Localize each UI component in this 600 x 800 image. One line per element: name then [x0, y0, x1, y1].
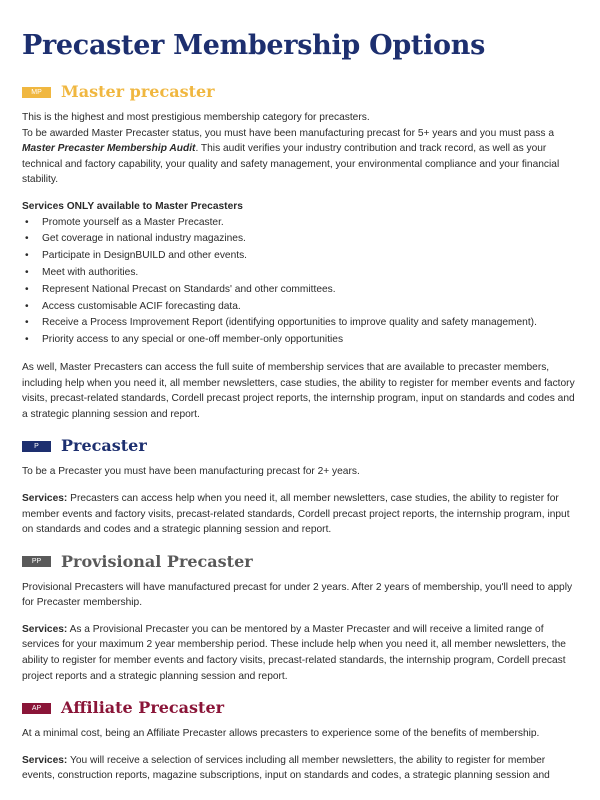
section-header [22, 698, 578, 718]
affiliate-badge: AP [22, 703, 51, 714]
precaster-title: Precaster [61, 436, 147, 456]
master-award-paragraph [22, 126, 578, 188]
affiliate-intro: At a minimal cost, being an Affiliate Precaster allows precasters to experience some of the benefits of membership. [22, 728, 540, 740]
provisional-intro: Provisional Precasters will have manufactured precast for under 2 years. After 2 years of membership, you'll need to apply for Precaster membership. [22, 581, 573, 609]
list-item [22, 282, 578, 299]
list-item-text: Priority access to any special or one-off member-only opportunities [42, 334, 344, 346]
services-label: Services: [22, 492, 68, 504]
master-intro: This is the highest and most prestigious membership category for precasters. [22, 112, 370, 123]
page-title: Precaster Membership Options [22, 30, 485, 61]
affiliate-services [22, 753, 578, 784]
section-header [22, 82, 578, 102]
master-services-list [22, 215, 578, 349]
section-header [22, 436, 578, 456]
services-text: As a Provisional Precaster you can be mentored by a Master Precaster and will receive a limited range of services for your maximum 2 year membership period. These include help when you need it, all member newsletters, the ability to register for member events and factory visits, precast-related standards, the internship program, Cordell precast project reports and a strategic planning session and report. [22, 623, 566, 682]
list-item-text: Promote yourself as a Master Precaster. [42, 216, 224, 228]
precaster-badge: P [22, 441, 51, 452]
list-item [22, 231, 578, 248]
audit-name: Master Precaster Membership Audit [22, 143, 196, 155]
bullet: • [25, 250, 29, 262]
provisional-title: Provisional Precaster [61, 551, 253, 571]
section-provisional-precaster [22, 552, 578, 685]
section-header [22, 552, 578, 572]
list-item-text: Receive a Process Improvement Report (identifying opportunities to improve quality and safety management). [42, 317, 537, 329]
award-text-end: . This audit verifies your industry contribution and track record, as well as your technical and factory capability, your quality and safety management, your environmental compliance and your financial stability. [22, 143, 560, 186]
provisional-badge: PP [22, 556, 51, 567]
bullet: • [25, 283, 29, 295]
section-affiliate-precaster [22, 698, 578, 784]
list-item [22, 299, 578, 316]
bullet: • [25, 317, 29, 329]
list-item-text: Access customisable ACIF forecasting data. [42, 300, 241, 312]
precaster-intro: To be a Precaster you must have been manufacturing precast for 2+ years. [22, 466, 360, 478]
list-item [22, 248, 578, 265]
master-services-heading: Services ONLY available to Master Precasters [22, 200, 243, 212]
master-also-paragraph: As well, Master Precasters can access the full suite of membership services that are available to precaster members, including help when you need it, all member newsletters, case studies, the ability to register for member events and factory visits, precast-related standards, Cordell precast project reports, the internship program, input on standards and codes and a strategic planning session and report. [22, 361, 575, 420]
bullet: • [25, 266, 29, 278]
list-item [22, 215, 578, 232]
list-item [22, 265, 578, 282]
bullet: • [25, 233, 29, 245]
section-master-precaster [22, 82, 578, 422]
section-precaster [22, 436, 578, 537]
provisional-services [22, 622, 578, 684]
bullet: • [25, 216, 29, 228]
bullet: • [25, 300, 29, 312]
services-text: Precasters can access help when you need it, all member newsletters, case studies, the ability to register for member events and factory visits, precast-related standards, Cordell precast project reports, the internship program, input on standards and codes and a strategic planning session and report. [22, 492, 570, 536]
bullet: • [25, 334, 29, 346]
list-item [22, 332, 578, 349]
master-title: Master precaster [61, 82, 215, 101]
services-label: Services: [22, 754, 68, 766]
list-item-text: Meet with authorities. [42, 266, 139, 278]
award-text-start: To be awarded Master Precaster status, you must have been manufacturing precast for 5+ years and you must pass a [22, 127, 555, 139]
list-item [22, 315, 578, 332]
affiliate-title: Affiliate Precaster [61, 698, 225, 718]
list-item-text: Represent National Precast on Standards' and other committees. [42, 283, 336, 295]
precaster-services [22, 491, 578, 538]
master-badge: MP [22, 87, 51, 98]
list-item-text: Participate in DesignBUILD and other events. [42, 250, 247, 262]
list-item-text: Get coverage in national industry magazines. [42, 233, 246, 245]
services-label: Services: [22, 623, 68, 635]
services-text: You will receive a selection of services including all member newsletters, the ability to register for member events, construction reports, magazine subscriptions, input on standards and codes, a strategic planning session and [22, 754, 550, 782]
